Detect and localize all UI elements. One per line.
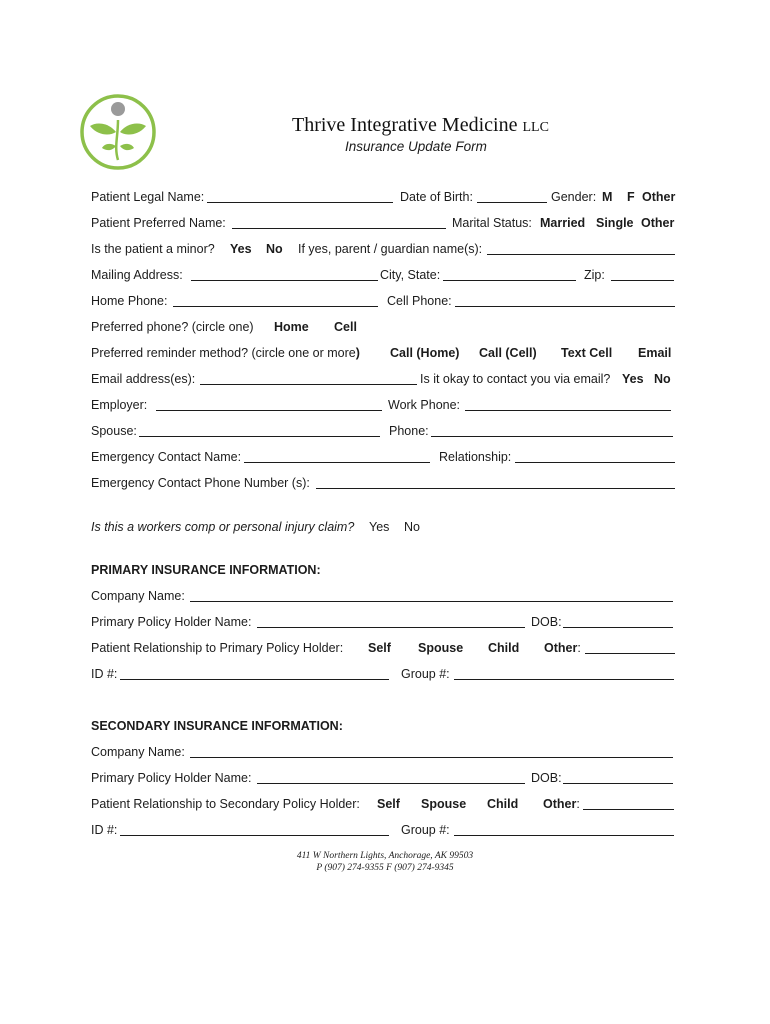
secondary-holder-field[interactable] bbox=[257, 783, 525, 784]
emergency-phone-field[interactable] bbox=[316, 488, 675, 489]
primary-heading-row bbox=[91, 562, 675, 578]
work-phone-field[interactable] bbox=[465, 410, 671, 411]
primary-id-row: ID #: Group #: bbox=[91, 666, 675, 682]
emergency-phone-row: Emergency Contact Phone Number (s): bbox=[91, 475, 675, 491]
primary-heading: PRIMARY INSURANCE INFORMATION: bbox=[91, 563, 321, 577]
email-ok-no[interactable]: No bbox=[654, 372, 671, 386]
secondary-relationship-row: Patient Relationship to Secondary Policy Holder: Self Spouse Child Other: bbox=[91, 796, 675, 812]
secondary-company-field[interactable] bbox=[190, 757, 673, 758]
secondary-id-field[interactable] bbox=[120, 835, 389, 836]
preferred-name-row: Patient Preferred Name: Marital Status: Married Single Other bbox=[91, 216, 675, 230]
secondary-dob-field[interactable] bbox=[563, 783, 673, 784]
secondary-rel-spouse[interactable]: Spouse bbox=[421, 797, 467, 811]
phone-row: Home Phone: Cell Phone: bbox=[91, 293, 675, 309]
primary-holder-row: Primary Policy Holder Name: DOB: bbox=[91, 614, 675, 630]
secondary-company-row: Company Name: bbox=[91, 744, 675, 760]
employer-row: Employer: Work Phone: bbox=[91, 397, 675, 413]
legal-name-row: Patient Legal Name: Date of Birth: Gender: M F Other bbox=[91, 190, 676, 204]
dob-field[interactable] bbox=[477, 202, 547, 203]
emergency-relationship-field[interactable] bbox=[515, 462, 675, 463]
preferred-name-field[interactable] bbox=[232, 228, 446, 229]
workers-comp-yes[interactable]: Yes bbox=[369, 520, 390, 534]
secondary-rel-self[interactable]: Self bbox=[377, 797, 400, 811]
email-field[interactable] bbox=[200, 384, 417, 385]
primary-other-field[interactable] bbox=[585, 653, 675, 654]
employer-field[interactable] bbox=[156, 410, 382, 411]
cell-phone-field[interactable] bbox=[455, 306, 675, 307]
secondary-heading-row bbox=[91, 718, 675, 734]
primary-dob-field[interactable] bbox=[563, 627, 673, 628]
footer-phones: P (907) 274-9355 F (907) 274-9345 bbox=[316, 863, 454, 873]
spouse-row: Spouse: Phone: bbox=[91, 423, 675, 439]
primary-rel-child[interactable]: Child bbox=[488, 641, 520, 655]
secondary-other-field[interactable] bbox=[583, 809, 674, 810]
secondary-heading: SECONDARY INSURANCE INFORMATION: bbox=[91, 719, 343, 733]
reminder-call-cell[interactable]: Call (Cell) bbox=[479, 346, 537, 360]
primary-holder-field[interactable] bbox=[257, 627, 525, 628]
emergency-name-field[interactable] bbox=[244, 462, 430, 463]
marital-single[interactable]: Single bbox=[596, 216, 634, 230]
org-name: Thrive Integrative Medicine LLC bbox=[292, 114, 549, 136]
pref-cell[interactable]: Cell bbox=[334, 320, 357, 334]
emergency-row: Emergency Contact Name: Relationship: bbox=[91, 449, 675, 465]
reminder-email[interactable]: Email bbox=[638, 346, 672, 360]
pref-home[interactable]: Home bbox=[274, 320, 309, 334]
preferred-phone-row: Preferred phone? (circle one) Home Cell bbox=[91, 320, 357, 334]
reminder-call-home[interactable]: Call (Home) bbox=[390, 346, 460, 360]
minor-row: Is the patient a minor? Yes No If yes, parent / guardian name(s): bbox=[91, 241, 675, 257]
primary-rel-other[interactable]: Other bbox=[544, 641, 578, 655]
secondary-id-row: ID #: Group #: bbox=[91, 822, 675, 838]
legal-name-field[interactable] bbox=[207, 202, 393, 203]
reminder-text-cell[interactable]: Text Cell bbox=[561, 346, 613, 360]
primary-rel-spouse[interactable]: Spouse bbox=[418, 641, 464, 655]
secondary-holder-row: Primary Policy Holder Name: DOB: bbox=[91, 770, 675, 786]
mailing-row: Mailing Address: City, State: Zip: bbox=[91, 267, 675, 283]
footer bbox=[0, 850, 770, 874]
gender-other[interactable]: Other bbox=[642, 190, 676, 204]
city-state-field[interactable] bbox=[443, 280, 576, 281]
secondary-rel-other[interactable]: Other bbox=[543, 797, 577, 811]
form-title: Insurance Update Form bbox=[345, 139, 487, 154]
primary-rel-self[interactable]: Self bbox=[368, 641, 391, 655]
mailing-address-field[interactable] bbox=[191, 280, 378, 281]
thrive-logo bbox=[78, 92, 158, 172]
workers-comp-no[interactable]: No bbox=[404, 520, 420, 534]
home-phone-field[interactable] bbox=[173, 306, 378, 307]
email-ok-yes[interactable]: Yes bbox=[622, 372, 644, 386]
spouse-phone-field[interactable] bbox=[431, 436, 673, 437]
gender-m[interactable]: M bbox=[602, 190, 613, 204]
footer-address: 411 W Northern Lights, Anchorage, AK 99503 bbox=[296, 851, 474, 861]
primary-company-row: Company Name: bbox=[91, 588, 675, 604]
zip-field[interactable] bbox=[611, 280, 674, 281]
guardian-field[interactable] bbox=[487, 254, 675, 255]
secondary-rel-child[interactable]: Child bbox=[487, 797, 519, 811]
minor-yes[interactable]: Yes bbox=[230, 242, 252, 256]
primary-group-field[interactable] bbox=[454, 679, 674, 680]
marital-married[interactable]: Married bbox=[540, 216, 586, 230]
reminder-row: Preferred reminder method? (circle one or more) Call (Home) Call (Cell) Text Cell Email bbox=[91, 346, 672, 360]
minor-no[interactable]: No bbox=[266, 242, 283, 256]
email-row: Email address(es): Is it okay to contact you via email? Yes No bbox=[91, 372, 671, 386]
primary-company-field[interactable] bbox=[190, 601, 673, 602]
secondary-group-field[interactable] bbox=[454, 835, 674, 836]
marital-other[interactable]: Other bbox=[641, 216, 675, 230]
primary-relationship-row: Patient Relationship to Primary Policy Holder: Self Spouse Child Other: bbox=[91, 640, 675, 656]
primary-id-field[interactable] bbox=[120, 679, 389, 680]
workers-comp-row: Is this a workers comp or personal injury claim? Yes No bbox=[91, 520, 420, 534]
gender-f[interactable]: F bbox=[627, 190, 635, 204]
spouse-field[interactable] bbox=[139, 436, 380, 437]
